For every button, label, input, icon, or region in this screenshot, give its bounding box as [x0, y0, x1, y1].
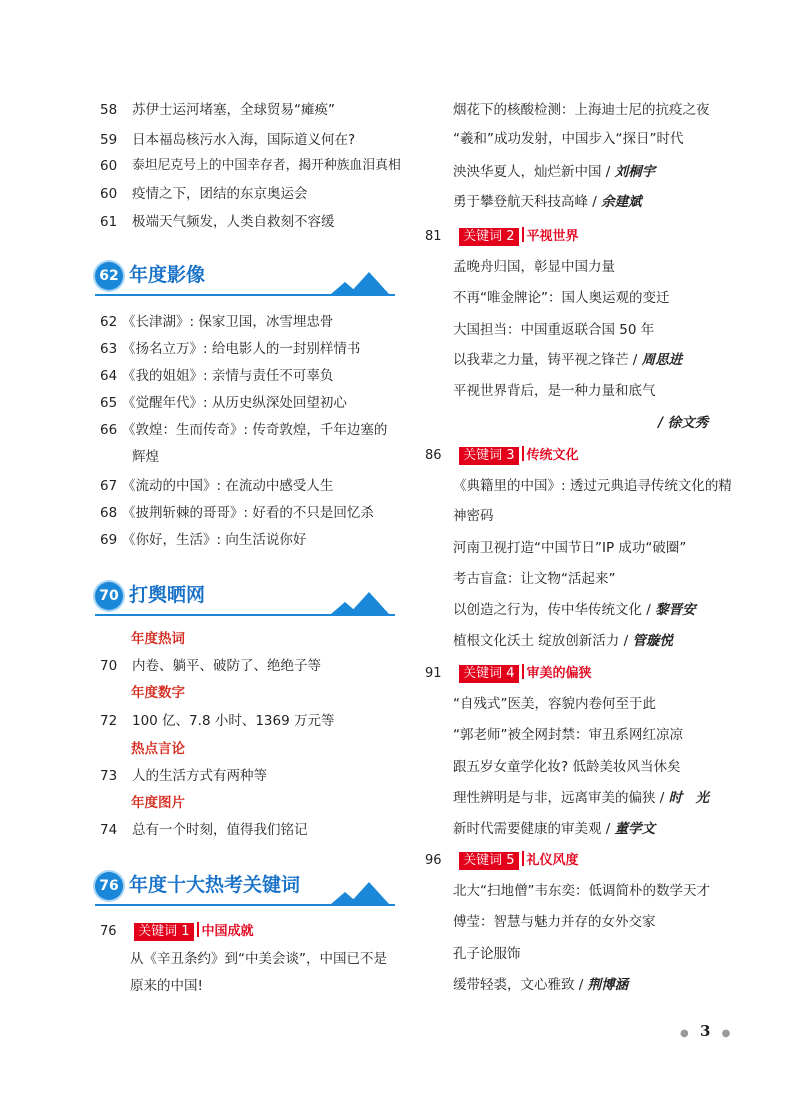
- keyword-separator: [522, 227, 524, 242]
- author-signature: 董学文: [614, 821, 656, 837]
- toc-line[interactable]: [453, 726, 683, 744]
- author-signature: / 徐文秀: [658, 415, 709, 431]
- entry-title: 孔子论服饰: [453, 946, 521, 962]
- entry-title: 孟晚舟归国，彰显中国力量: [453, 259, 615, 275]
- keyword-tag: 关键词 3: [459, 447, 518, 465]
- keyword-title: 平视世界: [526, 229, 579, 244]
- entry-title: 辉煌: [132, 449, 159, 465]
- section-header-top-keywords[interactable]: [95, 868, 395, 908]
- author-signature: 余建斌: [601, 194, 642, 210]
- page-number: 63: [100, 341, 118, 357]
- entry-title: 平视世界背后，是一种力量和底气: [453, 383, 656, 399]
- entry-title: 《我的姐姐》: 亲情与责任不可辜负: [122, 368, 334, 384]
- entry-title: 《长津湖》: 保家卫国，冰雪埋忠骨: [122, 314, 334, 330]
- category-label: 年度热词: [131, 631, 185, 647]
- keyword-tag: 关键词 4: [459, 665, 518, 683]
- entry-title: 缓带轻裘，文心雅致 /: [453, 977, 588, 993]
- section-header-yearly-images[interactable]: [95, 258, 395, 298]
- entry-title: 《扬名立万》: 给电影人的一封别样情书: [122, 341, 361, 357]
- entry-title: 大国担当：中国重返联合国 50 年: [453, 322, 655, 338]
- entry-title: 《敦煌：生而传奇》: 传奇敦煌，千年边塞的: [122, 422, 388, 438]
- author-signature: 周思进: [641, 352, 683, 368]
- entry-title: 《觉醒年代》: 从历史纵深处回望初心: [122, 395, 347, 411]
- author-signature: 时 光: [668, 790, 710, 806]
- toc-line[interactable]: [453, 258, 615, 276]
- page-number: 91: [425, 666, 442, 681]
- entry-title: “羲和”成功发射，中国步入“探日”时代: [453, 131, 684, 147]
- section-title: 打舆晒网: [129, 584, 206, 606]
- page-number: 76: [100, 924, 117, 939]
- entry-title: 疫情之下，团结的东京奥运会: [132, 186, 308, 202]
- section-page-badge: 62: [95, 262, 123, 290]
- entry-title: 《你好，生活》: 向生活说你好: [122, 532, 307, 548]
- keyword-separator: [522, 664, 524, 679]
- entry-title: 总有一个时刻，值得我们铭记: [132, 822, 308, 838]
- entry-title: 跟五岁女童学化妆? 低龄美妆风当休矣: [453, 759, 681, 775]
- page-number: 81: [425, 229, 442, 244]
- page-number: 60: [100, 186, 118, 202]
- mountain-icon: [331, 268, 391, 296]
- toc-line[interactable]: [453, 695, 656, 713]
- section-divider: [95, 614, 395, 616]
- section-divider: [95, 294, 395, 296]
- toc-line[interactable]: [453, 321, 654, 339]
- entry-title: 100 亿、7.8 小时、1369 万元等: [132, 713, 335, 729]
- page-number: 68: [100, 505, 118, 521]
- toc-line[interactable]: [453, 193, 642, 211]
- keyword-separator: [197, 922, 199, 937]
- author-signature: 荆博涵: [587, 977, 629, 993]
- section-header-online[interactable]: [95, 578, 395, 618]
- entry-title: 勇于攀登航天科技高峰 /: [453, 194, 602, 210]
- section-title: 年度影像: [129, 264, 206, 286]
- entry-title: 人的生活方式有两种等: [132, 768, 267, 784]
- entry-title: “郭老师”被全网封禁：审丑系网红凉凉: [453, 727, 683, 743]
- author-signature: 刘桐宇: [614, 164, 656, 180]
- entry-title: 泱泱华夏人，灿烂新中国 /: [453, 164, 615, 180]
- toc-line[interactable]: [453, 976, 628, 994]
- entry-title: 《典籍里的中国》: 透过元典追寻传统文化的精: [453, 478, 732, 494]
- entry-title: 考古盲盒：让文物“活起来”: [453, 571, 616, 587]
- mountain-icon: [331, 588, 391, 616]
- entry-title: 日本福岛核污水入海，国际道义何在?: [132, 132, 356, 148]
- entry-title: 泰坦尼克号上的中国幸存者，揭开种族血泪真相: [132, 158, 401, 173]
- entry-title: 神密码: [453, 508, 494, 524]
- entry-title: 傅莹：智慧与魅力并存的女外交家: [453, 914, 656, 930]
- page-number: 66: [100, 422, 118, 438]
- category-label: 热点言论: [131, 741, 185, 757]
- page-number: 74: [100, 822, 118, 838]
- entry-title: 新时代需要健康的审美观 /: [453, 821, 615, 837]
- toc-line[interactable]: [453, 601, 696, 619]
- page-footer: [680, 1022, 730, 1040]
- toc-line[interactable]: [453, 820, 655, 838]
- entry-title: 《流动的中国》: 在流动中感受人生: [122, 478, 334, 494]
- keyword-title: 中国成就: [201, 924, 254, 939]
- section-divider: [95, 904, 395, 906]
- entry-title: 植根文化沃土 绽放创新活力 /: [453, 633, 633, 649]
- page-number: 60: [100, 158, 118, 174]
- section-title: 年度十大热考关键词: [129, 874, 301, 896]
- toc-line[interactable]: [453, 163, 655, 181]
- author-signature: 管璇悦: [632, 633, 673, 649]
- toc-line[interactable]: [453, 789, 709, 807]
- entry-title: 不再“唯金牌论”：国人奥运观的变迁: [453, 290, 670, 306]
- keyword-heading-1[interactable]: [100, 922, 254, 941]
- entry-title: 以创造之行为，传中华传统文化 /: [453, 602, 656, 618]
- category-label: 年度图片: [131, 795, 185, 811]
- toc-line[interactable]: [453, 289, 670, 307]
- keyword-separator: [522, 851, 524, 866]
- entry-title: 以我辈之力量，铸平视之锋芒 /: [453, 352, 642, 368]
- page-number: 58: [100, 102, 118, 118]
- keyword-heading-2[interactable]: [425, 227, 579, 246]
- toc-line[interactable]: [453, 477, 732, 495]
- page-number: 96: [425, 853, 442, 868]
- page-number: 61: [100, 214, 118, 230]
- page-number: 70: [100, 658, 118, 674]
- keyword-line: 从《辛丑条约》到“中美会谈”，中国已不是: [130, 951, 387, 967]
- toc-line[interactable]: [453, 382, 656, 400]
- toc-line[interactable]: [453, 882, 710, 900]
- page-number: 69: [100, 532, 118, 548]
- page-number: 72: [100, 713, 118, 729]
- page-number: 86: [425, 448, 442, 463]
- entry-title: 《披荆斩棘的哥哥》: 好看的不只是回忆杀: [122, 505, 374, 521]
- category-label: 年度数字: [131, 685, 185, 701]
- author-signature: 黎晋安: [655, 602, 696, 618]
- dot-decoration: ●: [721, 1028, 731, 1039]
- page-number: 62: [100, 314, 118, 330]
- keyword-title: 礼仪风度: [526, 853, 579, 868]
- entry-title: 理性辨明是与非，远离审美的偏狭 /: [453, 790, 669, 806]
- keyword-tag: 关键词 5: [459, 852, 518, 870]
- section-page-badge: 70: [95, 582, 123, 610]
- entry-title: 北大“扫地僧”韦东奕：低调简朴的数学天才: [453, 883, 710, 899]
- toc-line[interactable]: [453, 351, 682, 369]
- keyword-title: 审美的偏狭: [526, 666, 592, 681]
- keyword-separator: [522, 446, 524, 461]
- page-number: 64: [100, 368, 118, 384]
- entry-title: 苏伊士运河堵塞，全球贸易“瘫痪”: [132, 102, 335, 118]
- keyword-line: 原来的中国!: [130, 978, 203, 994]
- entry-title: 内卷、躺平、破防了、绝绝子等: [132, 658, 321, 674]
- entry-title: 河南卫视打造“中国节日”IP 成功“破圈”: [453, 540, 687, 556]
- page-number: 65: [100, 395, 118, 411]
- toc-line-continued: [453, 507, 494, 525]
- toc-line[interactable]: [453, 758, 680, 776]
- section-page-badge: 76: [95, 872, 123, 900]
- page-number: 73: [100, 768, 118, 784]
- toc-line[interactable]: [453, 570, 616, 588]
- toc-line[interactable]: [453, 632, 673, 650]
- toc-line[interactable]: [453, 101, 710, 119]
- keyword-tag: 关键词 2: [459, 228, 518, 246]
- toc-line[interactable]: [453, 130, 683, 148]
- page-number-footer: 3: [699, 1022, 711, 1040]
- keyword-tag: 关键词 1: [134, 923, 193, 941]
- keyword-heading-3[interactable]: [425, 446, 579, 465]
- toc-line[interactable]: [453, 945, 521, 963]
- toc-line[interactable]: [453, 539, 686, 557]
- keyword-heading-4[interactable]: [425, 664, 592, 683]
- mountain-icon: [331, 878, 391, 906]
- entry-title: 极端天气频发，人类自救刻不容缓: [132, 214, 335, 230]
- page-number: 67: [100, 478, 118, 494]
- keyword-title: 传统文化: [526, 448, 579, 463]
- entry-title: 烟花下的核酸检测：上海迪士尼的抗疫之夜: [453, 102, 710, 118]
- entry-title: “自残式”医美，容貌内卷何至于此: [453, 696, 656, 712]
- page-number: 59: [100, 132, 118, 148]
- dot-decoration: ●: [680, 1028, 689, 1039]
- toc-line[interactable]: [453, 913, 656, 931]
- keyword-heading-5[interactable]: [425, 851, 579, 870]
